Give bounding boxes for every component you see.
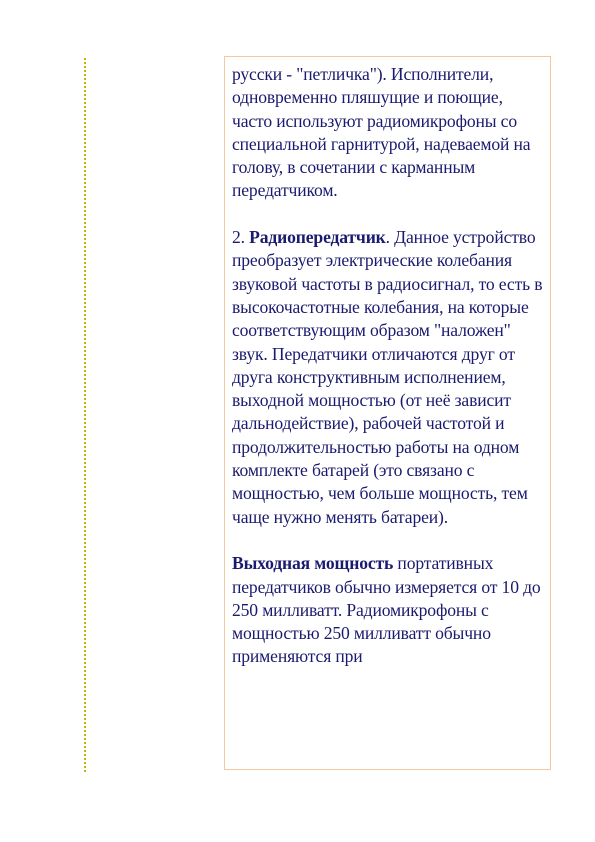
- paragraph-text: портативных передатчиков обычно измеряется от 10 до 250 милливатт. Радиомикрофоны с мощностью 250 милливатт обычно применяются при: [232, 553, 541, 667]
- paragraph-output-power: [232, 552, 544, 668]
- margin-guide-line: [84, 58, 86, 772]
- paragraph-text: русски - "петличка"). Исполнители, одновременно пляшущие и поющие, часто используют радиомикрофоны со специальной гарнитурой, надеваемой на голову, в сочетании с карманным передатчиком.: [232, 64, 531, 201]
- paragraph-text: . Данное устройство преобразует электрические колебания звуковой частоты в радиосигнал, то есть в высокочастотные колебания, на которые соответствующим образом "наложен" звук. Передатчики отличаются друг от друга конструктивным исполнением, выходной мощностью (от неё зависит дальнодействие), рабочей частотой и продолжительностью работы на одном комплекте батарей (это связано с мощностью, чем больше мощность, тем чаще нужно менять батареи).: [232, 227, 543, 527]
- text-frame: [224, 56, 551, 770]
- paragraph-bold-term: Выходная мощность: [232, 553, 394, 574]
- paragraph-lead: 2.: [232, 227, 250, 248]
- paragraph-bold-term: Радиопередатчик: [249, 227, 386, 248]
- paragraph-radio-transmitter: [232, 226, 544, 529]
- paragraph-microphone-headset: [232, 63, 544, 203]
